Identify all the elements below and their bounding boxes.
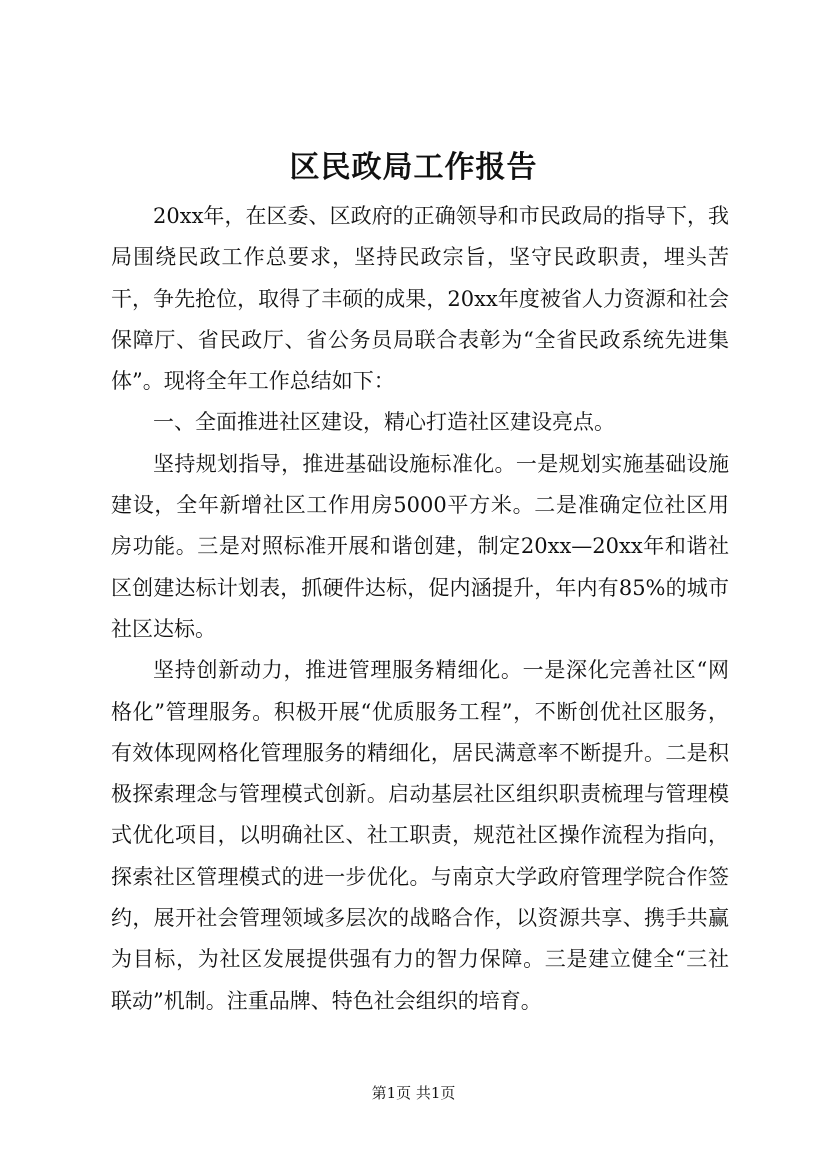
paragraph-management: 坚持创新动力，推进管理服务精细化。一是深化完善社区“网格化”管理服务。积极开展“优质服务工程”，不断创优社区服务，有效体现网格化管理服务的精细化，居民满意率不断提升。二是积极探索理念与管理模式创新。启动基层社区组织职责梳理与管理模式优化项目，以明确社区、社工职责，规范社区操作流程为指向，探索社区管理模式的进一步优化。与南京大学政府管理学院合作签约，展开社会管理领域多层次的战略合作，以资源共享、携手共赢为目标，为社区发展提供强有力的智力保障。三是建立健全“三社联动”机制。注重品牌、特色社会组织的培育。 <box>111 658 729 1013</box>
paragraph-infrastructure: 坚持规划指导，推进基础设施标准化。一是规划实施基础设施建设，全年新增社区工作用房5000平方米。二是准确定位社区用房功能。三是对照标准开展和谐创建，制定20xx—20xx年和谐社区创建达标计划表，抓硬件达标，促内涵提升，年内有85%的城市社区达标。 <box>111 451 729 641</box>
document-title: 区民政局工作报告 <box>289 150 538 185</box>
document-body <box>111 196 729 1022</box>
paragraph-intro: 20xx年，在区委、区政府的正确领导和市民政局的指导下，我局围绕民政工作总要求，坚持民政宗旨，坚守民政职责，埋头苦干，争先抢位，取得了丰硕的成果，20xx年度被省人力资源和社会保障厅、省民政厅、省公务员局联合表彰为“全省民政系统先进集体”。现将全年工作总结如下： <box>111 204 729 394</box>
paragraph-section-heading: 一、全面推进社区建设，精心打造社区建设亮点。 <box>153 410 615 435</box>
page-footer: 第1页 共1页 <box>371 1084 456 1102</box>
